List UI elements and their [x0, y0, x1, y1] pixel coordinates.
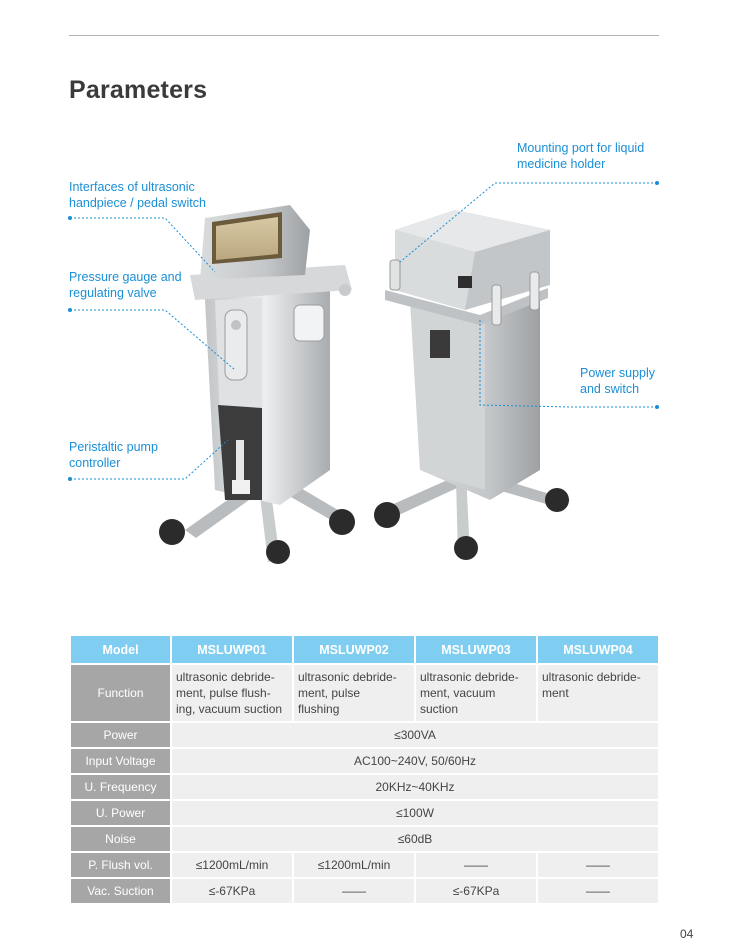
table-row-vac-suction	[71, 879, 658, 903]
table-row-flush-vol	[71, 853, 658, 877]
flush-vol-1: ≤1200mL/min	[172, 853, 292, 877]
function-2-line2: ment, pulse	[298, 686, 361, 700]
table-header-row	[71, 636, 658, 663]
page-number: 04	[680, 927, 694, 941]
function-cell-4	[538, 665, 658, 721]
vac-suction-1: ≤-67KPa	[172, 879, 292, 903]
right-machine	[374, 210, 570, 560]
header-model: Model	[71, 636, 170, 663]
header-msluwp04: MSLUWP04	[538, 636, 658, 663]
callout-mounting	[517, 140, 644, 172]
callout-pump-line2: controller	[69, 456, 121, 470]
flush-vol-2: ≤1200mL/min	[294, 853, 414, 877]
function-3-line3: suction	[420, 702, 459, 716]
callout-pressure-line1: Pressure gauge and	[69, 270, 182, 284]
function-1-line3: ing, vacuum suction	[176, 702, 283, 716]
function-cell-2	[294, 665, 414, 721]
input-voltage-value: AC100~240V, 50/60Hz	[172, 749, 658, 773]
callout-power-line1: Power supply	[580, 366, 656, 380]
function-cell-1	[172, 665, 292, 721]
rowhead-power: Power	[71, 723, 170, 747]
function-2-line3: flushing	[298, 702, 340, 716]
rowhead-u-frequency: U. Frequency	[71, 775, 170, 799]
header-msluwp01: MSLUWP01	[172, 636, 292, 663]
leader-dots	[68, 181, 659, 481]
header-msluwp02: MSLUWP02	[294, 636, 414, 663]
callout-interfaces-line2: handpiece / pedal switch	[69, 196, 206, 210]
callout-power-line2: and switch	[580, 382, 640, 396]
parameters-table	[69, 634, 660, 905]
function-2-line1: ultrasonic debride-	[298, 670, 397, 684]
function-3-line2: ment, vacuum	[420, 686, 496, 700]
callout-power	[580, 365, 655, 397]
u-frequency-value: 20KHz~40KHz	[172, 775, 658, 799]
vac-suction-3: ≤-67KPa	[416, 879, 536, 903]
callout-interfaces	[69, 179, 206, 211]
callout-pump-line1: Peristaltic pump	[69, 440, 158, 454]
flush-vol-3: ——	[416, 853, 536, 877]
function-4-line2: ment	[542, 686, 569, 700]
noise-value: ≤60dB	[172, 827, 658, 851]
table-row-noise	[71, 827, 658, 851]
left-machine	[159, 205, 355, 564]
vac-suction-2: ——	[294, 879, 414, 903]
u-power-value: ≤100W	[172, 801, 658, 825]
table-row-power	[71, 723, 658, 747]
leader-lines	[70, 183, 657, 479]
page-title: Parameters	[69, 76, 208, 104]
table-row-input-voltage	[71, 749, 658, 773]
table-row-u-frequency	[71, 775, 658, 799]
header-msluwp03: MSLUWP03	[416, 636, 536, 663]
table-row-u-power	[71, 801, 658, 825]
function-3-line1: ultrasonic debride-	[420, 670, 519, 684]
flush-vol-4: ——	[538, 853, 658, 877]
function-cell-3	[416, 665, 536, 721]
callout-pump	[69, 439, 158, 471]
function-1-line1: ultrasonic debride-	[176, 670, 275, 684]
rowhead-u-power: U. Power	[71, 801, 170, 825]
function-1-line2: ment, pulse flush-	[176, 686, 271, 700]
callout-pressure	[69, 269, 182, 301]
rowhead-function: Function	[71, 665, 170, 721]
rowhead-flush-vol: P. Flush vol.	[71, 853, 170, 877]
callout-interfaces-line1: Interfaces of ultrasonic	[69, 180, 195, 194]
function-4-line1: ultrasonic debride-	[542, 670, 641, 684]
vac-suction-4: ——	[538, 879, 658, 903]
rowhead-noise: Noise	[71, 827, 170, 851]
rowhead-input-voltage: Input Voltage	[71, 749, 170, 773]
rowhead-vac-suction: Vac. Suction	[71, 879, 170, 903]
callout-mounting-line2: medicine holder	[517, 157, 606, 171]
callout-pressure-line2: regulating valve	[69, 286, 157, 300]
table-row-function	[71, 665, 658, 721]
callout-mounting-line1: Mounting port for liquid	[517, 141, 645, 155]
power-value: ≤300VA	[172, 723, 658, 747]
